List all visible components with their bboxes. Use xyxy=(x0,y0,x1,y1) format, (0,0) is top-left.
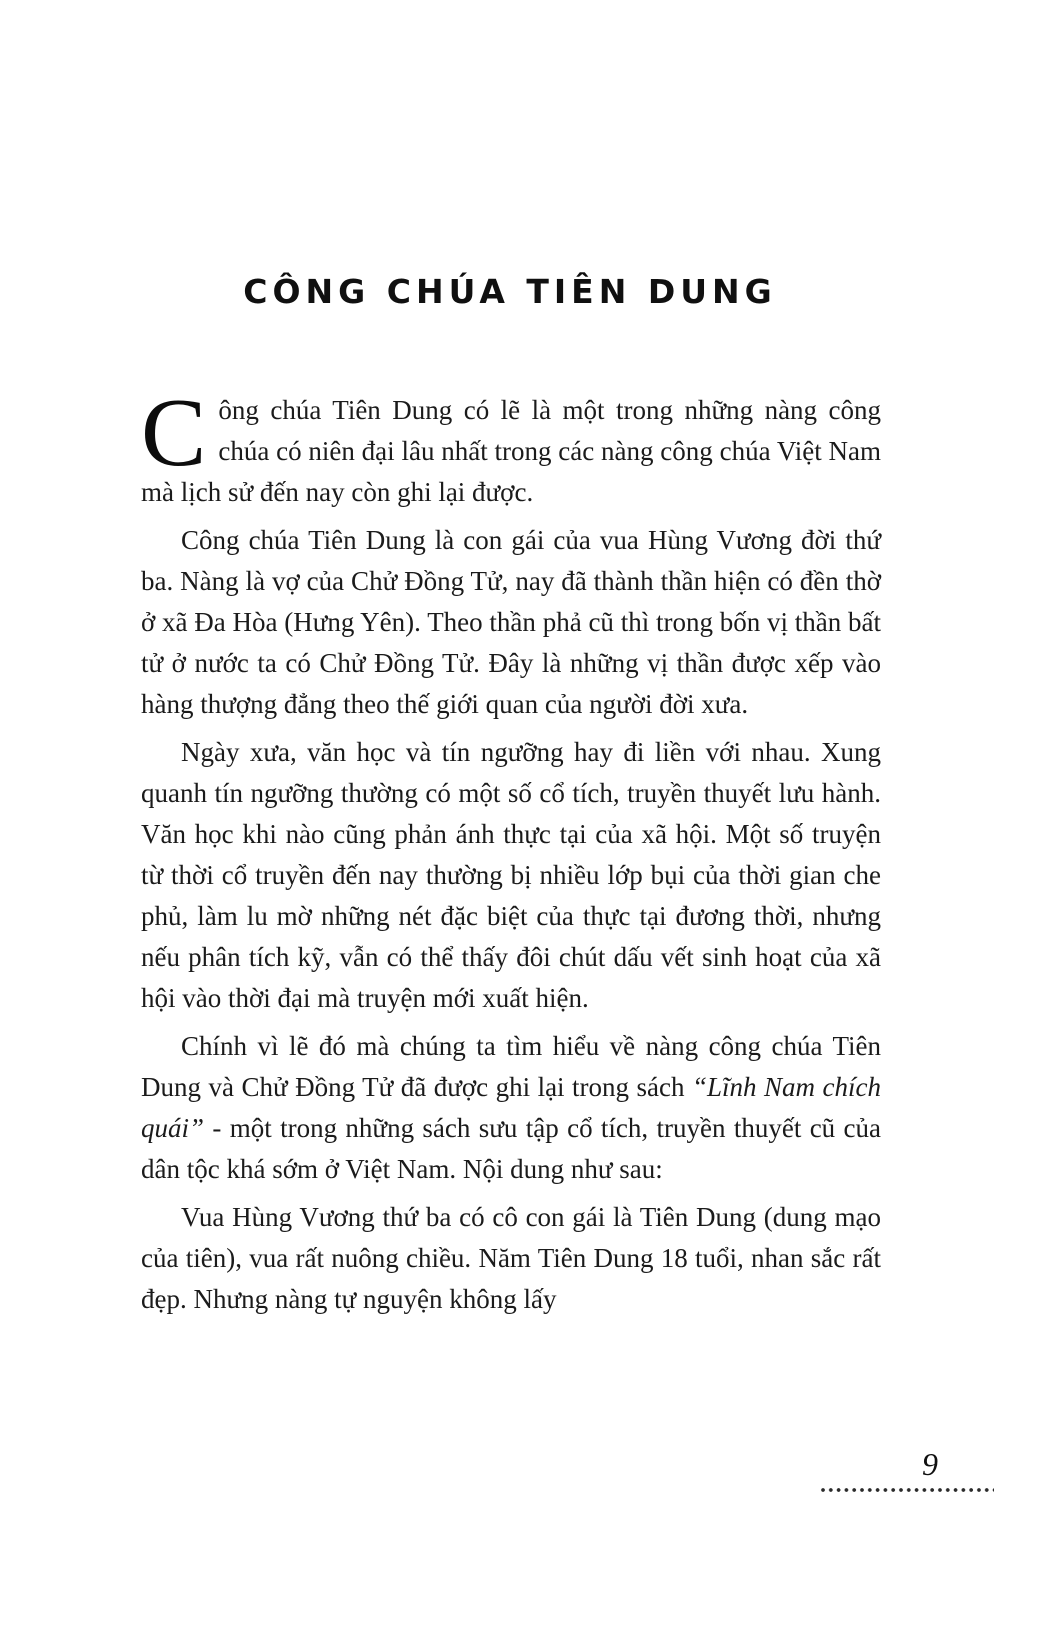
page-footer xyxy=(820,1446,994,1493)
paragraph-2: Công chúa Tiên Dung là con gái của vua Hùng Vương đời thứ ba. Nàng là vợ của Chử Đồng Tử, nay đã thành thần hiện có đền thờ ở xã Đa Hòa (Hưng Yên). Theo thần phả cũ thì trong bốn vị thần bất tử ở nước ta có Chử Đồng Tử. Đây là những vị thần được xếp vào hàng thượng đẳng theo thế giới quan của người đời xưa. xyxy=(141,525,881,719)
text-block xyxy=(141,379,881,1320)
dotted-line xyxy=(820,1487,994,1493)
paragraph-4-text-after: - một trong những sách sưu tập cổ tích, truyền thuyết cũ của dân tộc khá sớm ở Việt Nam. Nội dung như sau: xyxy=(141,1113,881,1184)
page-number: 9 xyxy=(922,1446,938,1482)
paragraph-3: Ngày xưa, văn học và tín ngưỡng hay đi liền với nhau. Xung quanh tín ngưỡng thường có một số cổ tích, truyền thuyết lưu hành. Văn học khi nào cũng phản ánh thực tại của xã hội. Một số truyện từ thời cổ truyền đến nay thường bị nhiều lớp bụi của thời gian che phủ, làm lu mờ những nét đặc biệt của thực tại đương thời, nhưng nếu phân tích kỹ, vẫn có thể thấy đôi chút dấu vết sinh hoạt của xã hội vào thời đại mà truyện mới xuất hiện. xyxy=(141,737,881,1013)
book-title-reference: “Lĩnh Nam chích quái” xyxy=(141,1072,881,1143)
paragraph-4 xyxy=(141,1026,881,1190)
paragraph-5: Vua Hùng Vương thứ ba có cô con gái là Tiên Dung (dung mạo của tiên), vua rất nuông chiều. Năm Tiên Dung 18 tuổi, nhan sắc rất đẹp. Nhưng nàng tự nguyện không lấy xyxy=(141,1202,881,1314)
drop-cap: C xyxy=(141,379,207,487)
paragraph-4-text-before: Chính vì lẽ đó mà chúng ta tìm hiểu về nàng công chúa Tiên Dung và Chử Đồng Tử đã được ghi lại trong sách xyxy=(141,1031,881,1102)
opening-paragraph-text: ông chúa Tiên Dung có lẽ là một trong những nàng công chúa có niên đại lâu nhất trong các nàng công chúa Việt Nam mà lịch sử đến nay còn ghi lại được. xyxy=(141,395,881,507)
chapter-title: CÔNG CHÚA TIÊN DUNG xyxy=(243,272,777,311)
opening-paragraph xyxy=(141,379,881,513)
